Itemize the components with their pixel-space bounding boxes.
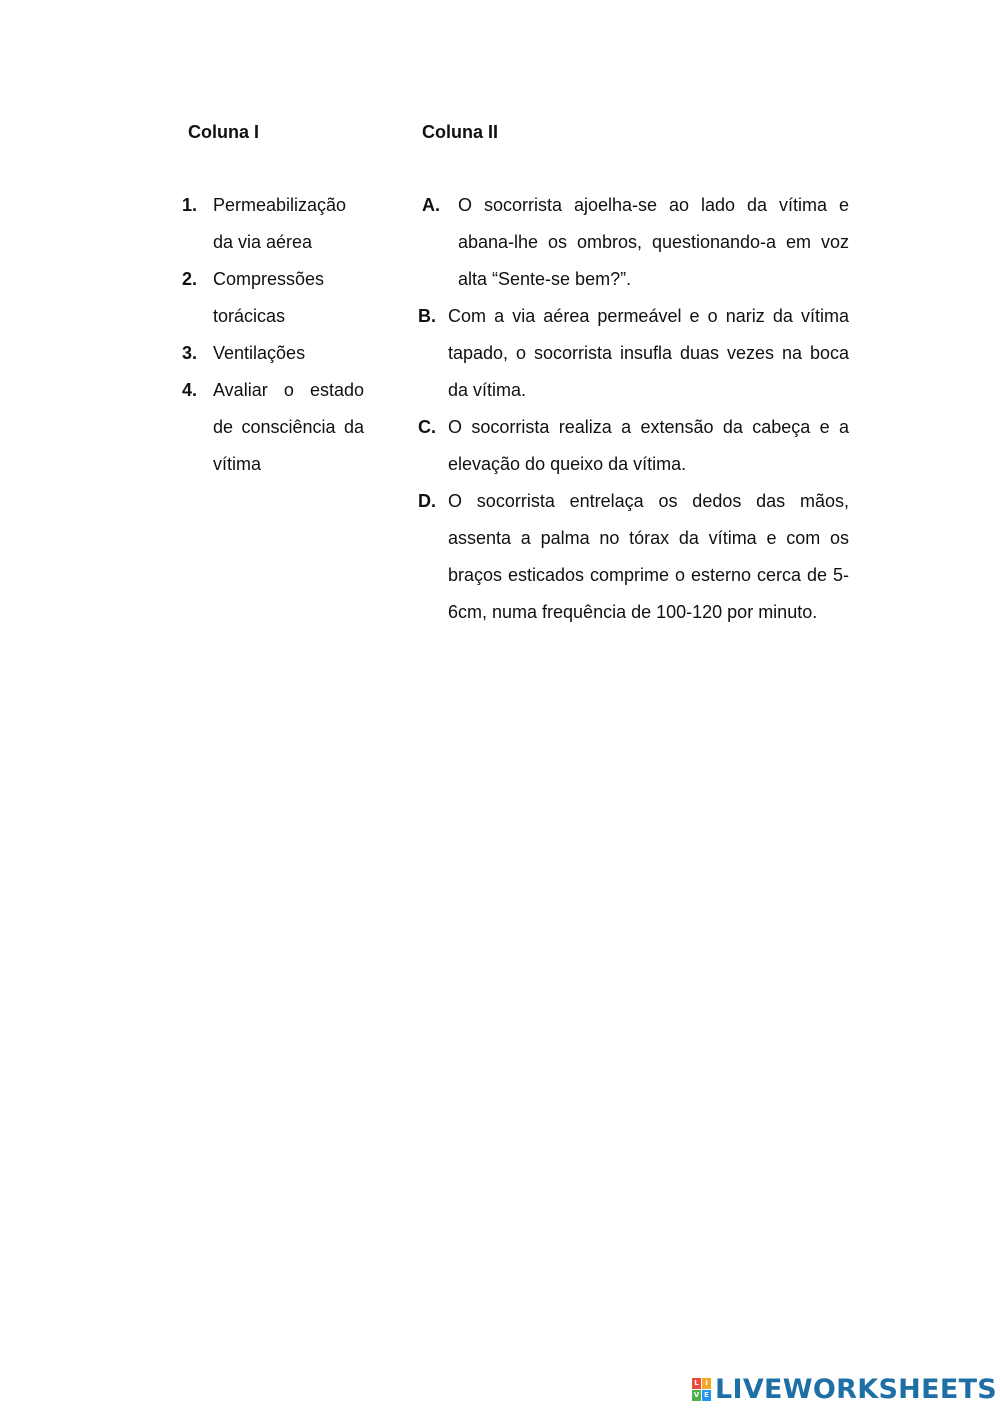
item-text: Com a via aérea permeável e o nariz da vítima tapado, o socorrista insufla duas vezes na boca da vítima. bbox=[448, 306, 849, 400]
item-number: 4. bbox=[182, 380, 198, 400]
column-1-item-2 bbox=[182, 261, 364, 335]
item-letter: A. bbox=[422, 195, 440, 215]
logo-mark-cell: E bbox=[702, 1390, 711, 1401]
item-number: 2. bbox=[182, 269, 198, 289]
column-1-item-3 bbox=[182, 335, 364, 372]
column-1-list bbox=[182, 187, 364, 483]
column-1-item-4 bbox=[182, 372, 364, 483]
column-2-item-b bbox=[418, 298, 849, 409]
liveworksheets-logo[interactable] bbox=[692, 1375, 997, 1405]
item-text: Avaliar o estado de consciência da vítima bbox=[213, 380, 364, 474]
item-number: 3. bbox=[182, 343, 198, 363]
liveworksheets-logo-text: LIVEWORKSHEETS bbox=[715, 1374, 998, 1405]
column-2-heading: Coluna II bbox=[422, 122, 498, 142]
logo-mark-cell: L bbox=[692, 1378, 701, 1389]
item-number: 1. bbox=[182, 195, 198, 215]
item-letter: D. bbox=[418, 491, 436, 511]
item-text: O socorrista realiza a extensão da cabeça e a elevação do queixo da vítima. bbox=[448, 417, 849, 474]
liveworksheets-logo-icon bbox=[692, 1378, 712, 1402]
column-1-item-1 bbox=[182, 187, 364, 261]
item-letter: C. bbox=[418, 417, 436, 437]
column-2-list bbox=[418, 187, 849, 631]
logo-mark-cell: V bbox=[693, 1391, 700, 1399]
column-2-item-d bbox=[418, 483, 849, 631]
column-2-item-c bbox=[418, 409, 849, 483]
item-text: O socorrista entrelaça os dedos das mãos, assenta a palma no tórax da vítima e com os braços esticados comprime o esterno cerca de 5-6cm, numa frequência de 100-120 por minuto. bbox=[448, 491, 849, 622]
column-2-item-a bbox=[418, 187, 849, 298]
item-text: Ventilações bbox=[213, 343, 306, 363]
item-text: Permeabilização da via aérea bbox=[213, 195, 347, 252]
item-letter: B. bbox=[418, 306, 436, 326]
column-1-heading: Coluna I bbox=[188, 122, 259, 142]
item-text: Compressões torácicas bbox=[213, 269, 325, 326]
logo-mark-cell: I bbox=[702, 1378, 711, 1389]
item-text: O socorrista ajoelha-se ao lado da vítima e abana-lhe os ombros, questionando-a em voz alta “Sente-se bem?”. bbox=[458, 195, 849, 289]
